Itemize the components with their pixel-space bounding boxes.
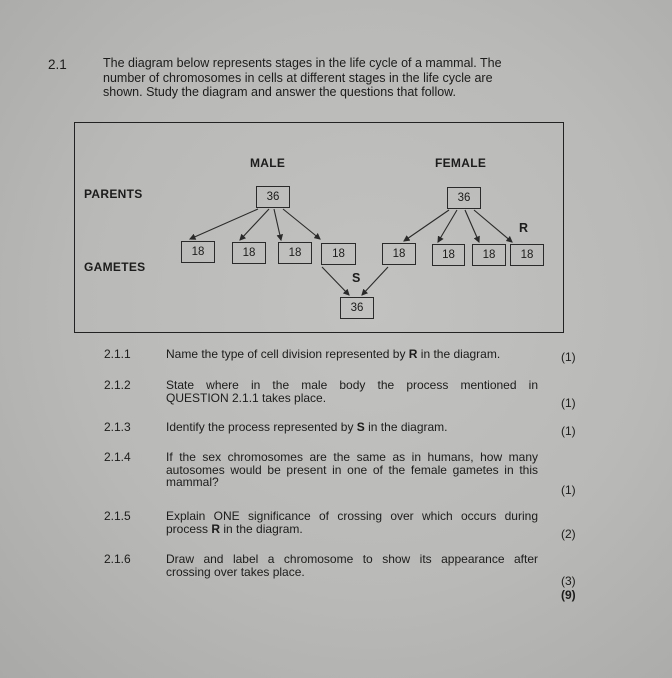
sub-question-number: 2.1.4 — [104, 450, 131, 464]
male-label: MALE — [250, 156, 286, 170]
male-gamete-box: 18 — [278, 242, 312, 264]
sub-question-number: 2.1.5 — [104, 509, 131, 523]
sub-question-text: State where in the male body the process mentioned in QUESTION 2.1.1 takes place. — [166, 378, 538, 405]
intro-line: shown. Study the diagram and answer the questions that follow. — [103, 85, 456, 99]
mark: (3) — [561, 574, 576, 588]
mark: (1) — [561, 424, 576, 438]
total-mark: (9) — [561, 588, 576, 602]
parents-label: PARENTS — [84, 187, 143, 201]
gametes-label: GAMETES — [84, 260, 146, 274]
sub-question-text: Explain ONE significance of crossing over which occurs during process R in the diagram. — [166, 509, 538, 536]
male-parent-box: 36 — [256, 186, 290, 208]
female-gamete-box: 18 — [510, 244, 544, 266]
mark: (2) — [561, 527, 576, 541]
mark: (1) — [561, 483, 576, 497]
male-gamete-box: 18 — [321, 243, 356, 265]
process-r-label: R — [519, 221, 529, 235]
mark: (1) — [561, 396, 576, 410]
intro-line: The diagram below represents stages in the life cycle of a mammal. The — [103, 56, 502, 70]
life-cycle-diagram — [74, 122, 564, 333]
sub-question-number: 2.1.3 — [104, 420, 131, 434]
sub-question-number: 2.1.2 — [104, 378, 131, 392]
question-intro — [103, 56, 543, 100]
female-gamete-box: 18 — [382, 243, 416, 265]
sub-question-number: 2.1.1 — [104, 347, 131, 361]
female-gamete-box: 18 — [472, 244, 506, 266]
sub-question-text: Draw and label a chromosome to show its appearance after crossing over takes place. — [166, 552, 538, 579]
zygote-box: 36 — [340, 297, 374, 319]
process-s-label: S — [352, 271, 361, 285]
sub-question-text: Identify the process represented by S in the diagram. — [166, 420, 448, 434]
mark: (1) — [561, 350, 576, 364]
male-gamete-box: 18 — [181, 241, 215, 263]
male-gamete-box: 18 — [232, 242, 266, 264]
sub-question-text: Name the type of cell division represented by R in the diagram. — [166, 347, 501, 361]
intro-line: number of chromosomes in cells at different stages in the life cycle are — [103, 70, 493, 85]
female-parent-box: 36 — [447, 187, 481, 209]
sub-question-text: If the sex chromosomes are the same as in humans, how many autosomes would be present in one of the female gametes in this mammal? — [166, 450, 538, 489]
question-number: 2.1 — [48, 57, 67, 72]
female-gamete-box: 18 — [432, 244, 465, 266]
female-label: FEMALE — [435, 156, 487, 170]
sub-question-number: 2.1.6 — [104, 552, 131, 566]
